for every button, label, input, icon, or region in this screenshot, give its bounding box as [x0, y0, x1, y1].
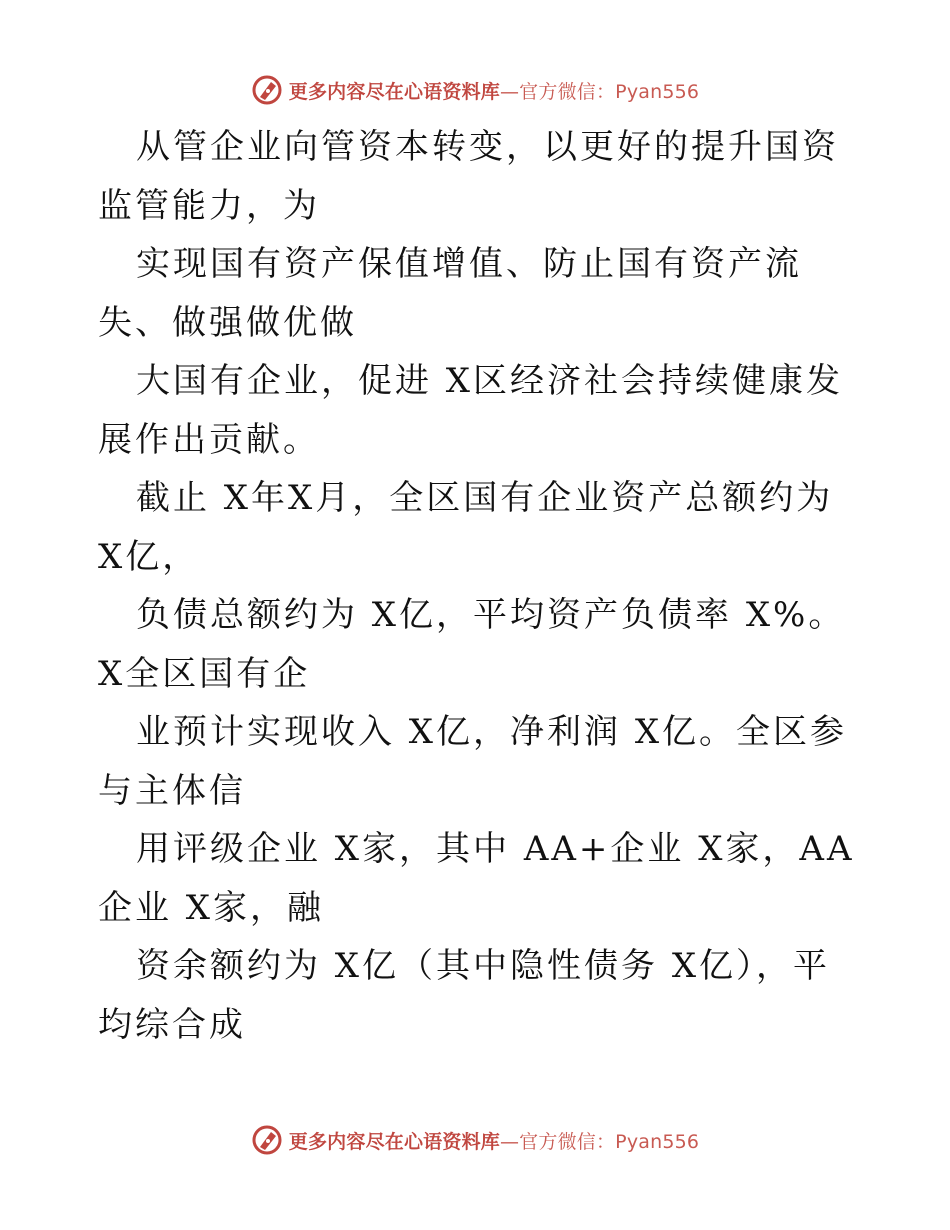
- paragraph: 实现国有资产保值增值、防止国有资产流失、做强做优做: [98, 244, 802, 343]
- paragraph: 从管企业向管资本转变，以更好的提升国资监管能力，为: [98, 127, 839, 226]
- header-watermark: [0, 70, 950, 110]
- document-body: [98, 118, 858, 1054]
- pen-nib-logo-icon: [251, 74, 283, 106]
- paragraph: 业预计实现收入 X亿，净利润 X亿。全区参与主体信: [98, 712, 848, 811]
- watermark-suffix-text: —官方微信：Pyan556: [499, 80, 700, 103]
- paragraph: 用评级企业 X家，其中 AA+企业 X家，AA 企业 X家，融: [98, 829, 855, 928]
- footer-watermark: [0, 1120, 950, 1160]
- watermark-suffix-text: —官方微信：Pyan556: [499, 1130, 700, 1153]
- paragraph: 负债总额约为 X亿，平均资产负债率 X%。X全区国有企: [98, 595, 846, 694]
- pen-nib-logo-icon: [251, 1124, 283, 1156]
- watermark-main-text: 更多内容尽在心语资料库: [288, 1130, 500, 1153]
- paragraph: 截止 X年X月，全区国有企业资产总额约为 X亿，: [98, 478, 834, 577]
- watermark-main-text: 更多内容尽在心语资料库: [288, 80, 500, 103]
- paragraph: 资余额约为 X亿（其中隐性债务 X亿），平均综合成: [98, 946, 831, 1045]
- paragraph: 大国有企业，促进 X区经济社会持续健康发展作出贡献。: [98, 361, 844, 460]
